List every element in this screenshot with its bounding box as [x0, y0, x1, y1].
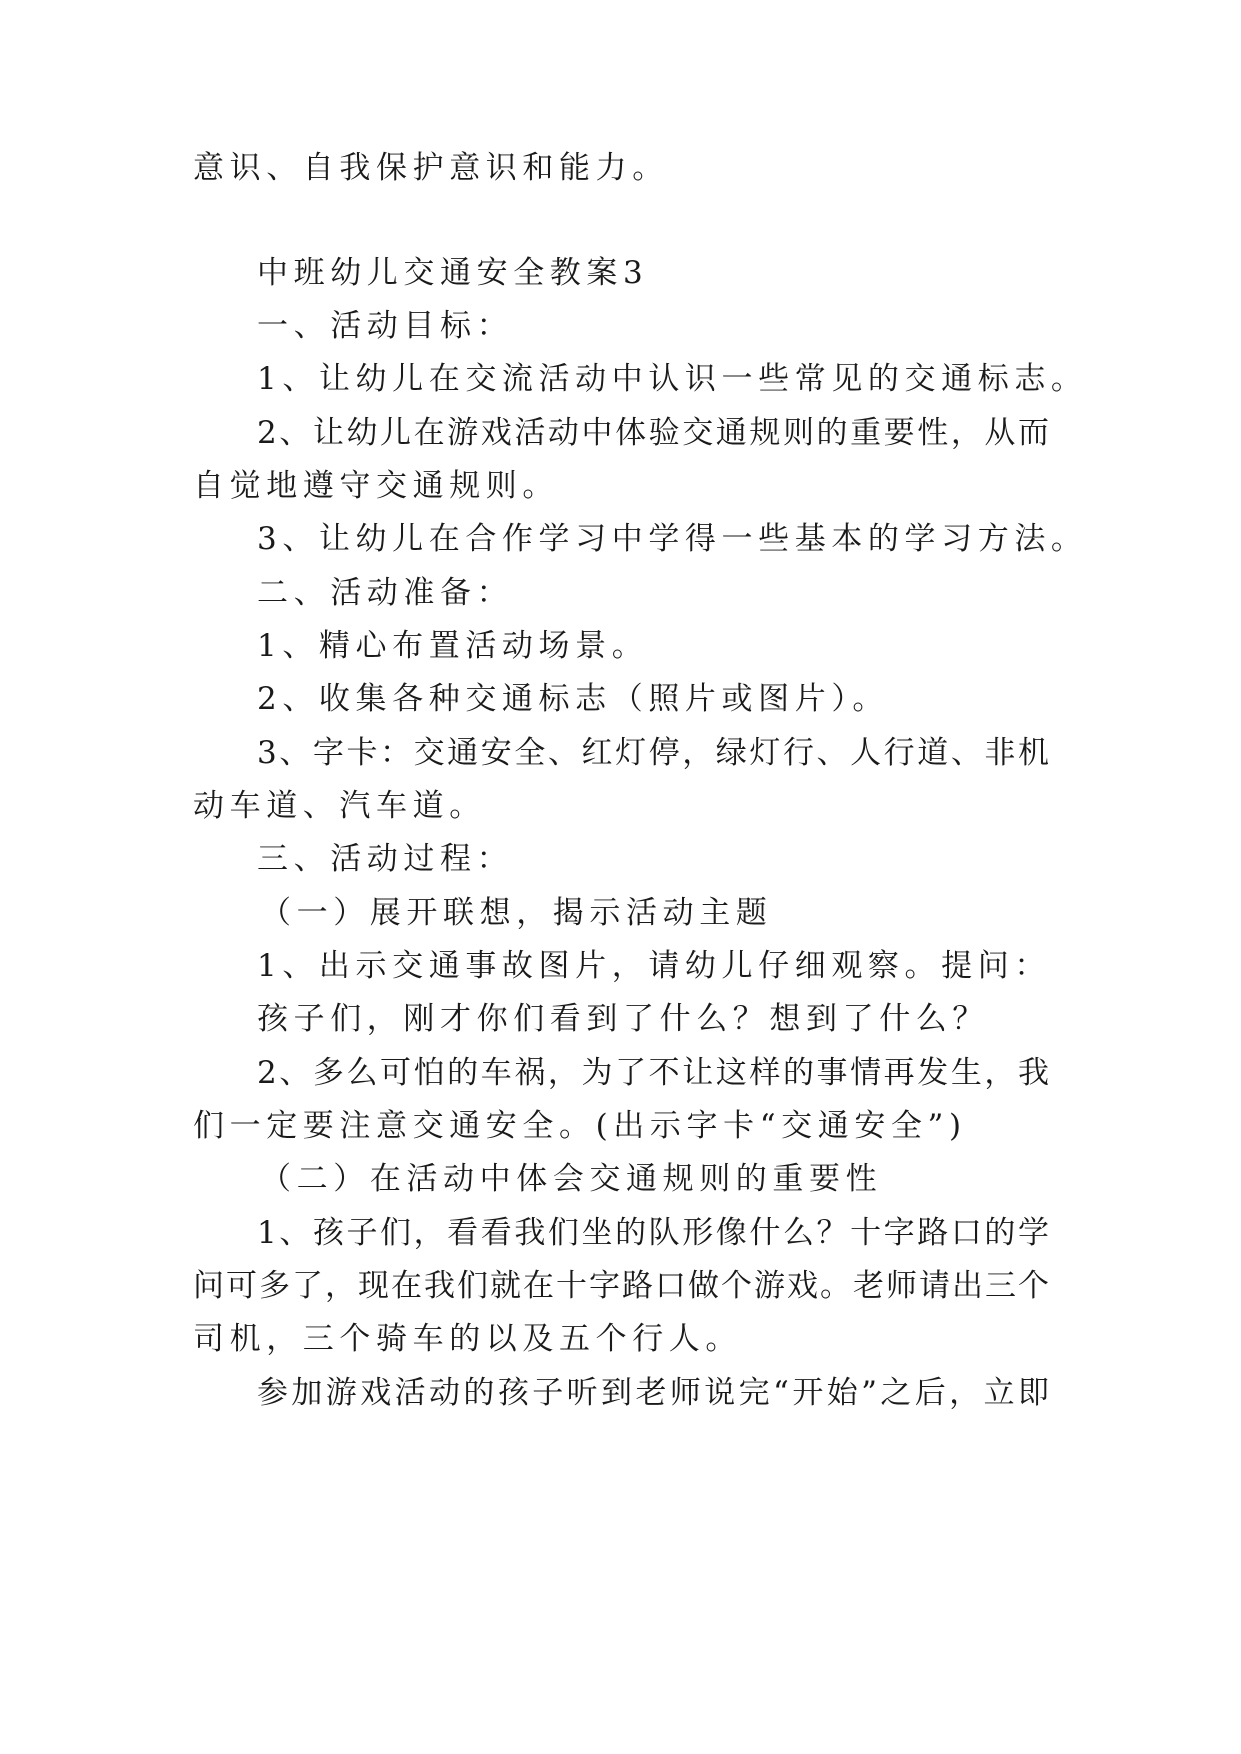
text-line: 问可多了，现在我们就在十字路口做个游戏。老师请出三个	[193, 1268, 1049, 1304]
text-line: 们一定要注意交通安全。(出示字卡“交通安全”)	[193, 1108, 967, 1144]
text-line: 1、精心布置活动场景。	[257, 628, 649, 664]
text-line: 意识、自我保护意识和能力。	[193, 150, 669, 186]
text-line: 1、让幼儿在交流活动中认识一些常见的交通标志。	[257, 361, 1088, 397]
heading-activity-preparation: 二、活动准备：	[257, 575, 514, 611]
text-line: 3、让幼儿在合作学习中学得一些基本的学习方法。	[257, 521, 1088, 557]
text-line: 1、孩子们，看看我们坐的队形像什么？十字路口的学	[257, 1215, 1049, 1251]
text-line: 司机，三个骑车的以及五个行人。	[193, 1321, 742, 1357]
text-line: 2、让幼儿在游戏活动中体验交通规则的重要性，从而	[257, 415, 1049, 451]
section-title: 中班幼儿交通安全教案3	[257, 255, 649, 291]
text-line: 2、收集各种交通标志（照片或图片）。	[257, 681, 890, 717]
text-line: 3、字卡：交通安全、红灯停，绿灯行、人行道、非机	[257, 735, 1049, 771]
heading-activity-goals: 一、活动目标：	[257, 308, 514, 344]
text-line: 1、出示交通事故图片，请幼儿仔细观察。提问：	[257, 948, 1051, 984]
text-line: 孩子们，刚才你们看到了什么？想到了什么？	[257, 1001, 989, 1037]
subheading-part-two: （二）在活动中体会交通规则的重要性	[260, 1161, 883, 1197]
heading-activity-process: 三、活动过程：	[257, 841, 514, 877]
subheading-part-one: （一）展开联想，揭示活动主题	[260, 895, 773, 931]
text-line: 2、多么可怕的车祸，为了不让这样的事情再发生，我	[257, 1055, 1049, 1091]
text-line: 参加游戏活动的孩子听到老师说完“开始”之后，立即	[257, 1375, 1049, 1411]
text-line: 动车道、汽车道。	[193, 788, 486, 824]
text-line: 自觉地遵守交通规则。	[193, 468, 559, 504]
